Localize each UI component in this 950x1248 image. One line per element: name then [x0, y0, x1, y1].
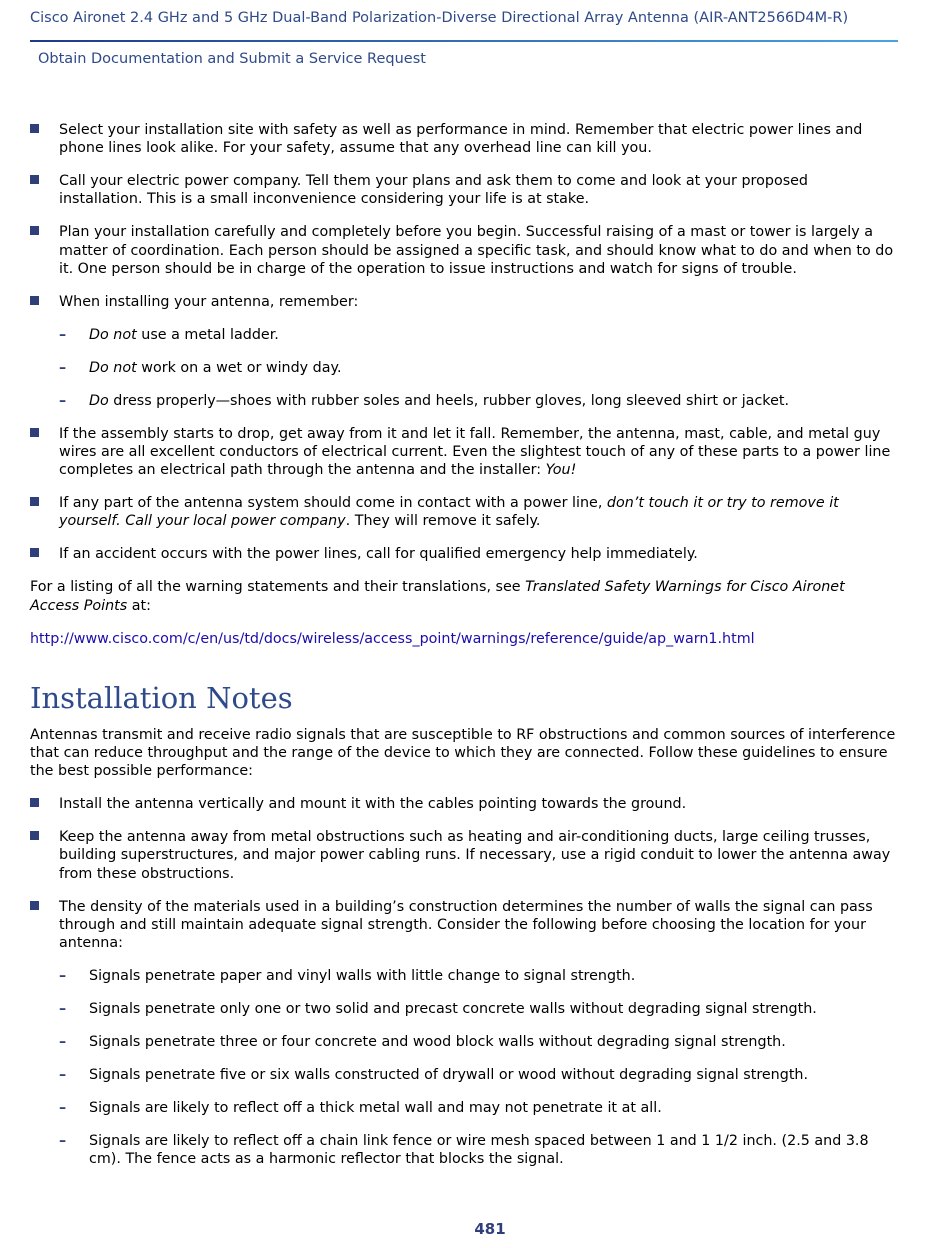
dash-bullet-icon: – — [59, 968, 67, 985]
dash-bullet-icon: – — [59, 1100, 67, 1117]
section-heading: Installation Notes — [30, 680, 293, 715]
bullet-text: . They will remove it safely. — [345, 513, 541, 530]
square-bullet-icon — [30, 124, 39, 133]
bullet-item — [30, 494, 896, 530]
dash-text: Signals penetrate five or six walls constructed of drywall or wood without degrading signal strength. — [89, 1067, 809, 1084]
dash-text: Signals penetrate three or four concrete and wood block walls without degrading signal strength. — [89, 1034, 786, 1051]
bullet-text: If an accident occurs with the power lines, call for qualified emergency help immediately. — [59, 546, 698, 563]
emphasis-text: Do — [89, 392, 109, 409]
bullet-item — [30, 898, 896, 953]
square-bullet-icon — [30, 901, 39, 910]
bullet-item — [30, 795, 896, 813]
bullet-item — [30, 121, 896, 157]
dash-bullet-icon: – — [59, 1133, 67, 1150]
intro-paragraph: Antennas transmit and receive radio signals that are susceptible to RF obstructions and common sources of interference that can reduce throughput and the range of the device to which they are connected. Follow these guidelines to ensure the best possible performance: — [30, 726, 896, 780]
bullet-text: When installing your antenna, remember: — [59, 293, 359, 310]
dash-bullet-icon: – — [59, 392, 67, 409]
dash-item — [30, 967, 896, 985]
dash-text: Signals penetrate paper and vinyl walls with little change to signal strength. — [89, 968, 636, 985]
bullet-item — [30, 293, 896, 311]
square-bullet-icon — [30, 428, 39, 437]
bullet-item — [30, 828, 896, 883]
main-content — [30, 121, 896, 1183]
square-bullet-icon — [30, 497, 39, 506]
dash-bullet-icon: – — [59, 359, 67, 376]
header-rule — [30, 40, 898, 42]
dash-bullet-icon: – — [59, 326, 67, 343]
bullet-text: The density of the materials used in a building’s construction determines the number of walls the signal can pass through and still maintain adequate signal strength. Consider the following before choosing the location for your antenna: — [59, 898, 873, 952]
emphasis-text: Do not — [89, 359, 137, 376]
page-number: 481 — [474, 1220, 506, 1238]
bullet-item — [30, 223, 896, 278]
dash-item — [30, 1066, 896, 1084]
dash-item — [30, 1000, 896, 1018]
square-bullet-icon — [30, 296, 39, 305]
bullet-item — [30, 172, 896, 208]
dash-text: use a metal ladder. — [136, 326, 279, 343]
bullet-text: If any part of the antenna system should come in contact with a power line, — [59, 495, 607, 512]
square-bullet-icon — [30, 831, 39, 840]
bullet-text: Call your electric power company. Tell them your plans and ask them to come and look at your proposed installation. This is a small inconvenience considering your life is at stake. — [59, 173, 809, 208]
warnings-url-link[interactable]: http://www.cisco.com/c/en/us/td/docs/wireless/access_point/warnings/reference/guide/ap_warn1.html — [30, 630, 755, 647]
dash-item — [30, 1099, 896, 1117]
dash-item — [30, 326, 896, 344]
running-header-title: Cisco Aironet 2.4 GHz and 5 GHz Dual-Band Polarization-Diverse Directional Array Antenna (AIR-ANT2566D4M-R) — [30, 10, 849, 26]
dash-text: dress properly—shoes with rubber soles and heels, rubber gloves, long sleeved shirt or jacket. — [108, 392, 790, 409]
dash-text: work on a wet or windy day. — [136, 359, 342, 376]
square-bullet-icon — [30, 798, 39, 807]
running-header-subtitle: Obtain Documentation and Submit a Service Request — [38, 51, 426, 67]
square-bullet-icon — [30, 548, 39, 557]
paragraph-text: For a listing of all the warning statements and their translations, see — [30, 579, 526, 596]
paragraph-text: at: — [127, 597, 151, 614]
dash-item — [30, 392, 896, 410]
warnings-listing-paragraph — [30, 578, 896, 614]
square-bullet-icon — [30, 175, 39, 184]
dash-item — [30, 1033, 896, 1051]
square-bullet-icon — [30, 226, 39, 235]
emphasis-text: You! — [545, 462, 577, 479]
bullet-item — [30, 545, 896, 563]
dash-text: Signals are likely to reflect off a thick metal wall and may not penetrate it at all. — [89, 1100, 662, 1117]
bullet-text: Select your installation site with safety as well as performance in mind. Remember that electric power lines and phone lines look alike. For your safety, assume that any overhead line can kill you. — [59, 122, 863, 157]
dash-bullet-icon: – — [59, 1034, 67, 1051]
document-title-reference: Translated Safety Warnings for Cisco Aironet Access Points — [30, 579, 845, 614]
emphasis-text: don’t touch it or try to remove it yourself. Call your local power company — [59, 495, 839, 530]
bullet-text: Keep the antenna away from metal obstructions such as heating and air-conditioning ducts, large ceiling trusses, building superstructures, and major power cabling runs. If necessary, use a rigid conduit to lower the antenna away from these obstructions. — [59, 829, 891, 882]
emphasis-text: Do not — [89, 326, 137, 343]
dash-item — [30, 359, 896, 377]
bullet-text: Install the antenna vertically and mount it with the cables pointing towards the ground. — [59, 796, 687, 813]
bullet-item — [30, 425, 896, 480]
dash-bullet-icon: – — [59, 1001, 67, 1018]
bullet-text: Plan your installation carefully and completely before you begin. Successful raising of a mast or tower is largely a matter of coordination. Each person should be assigned a specific task, and should know what to do and when to do it. One person should be in charge of the operation to issue instructions and watch for signs of trouble. — [59, 224, 894, 277]
dash-text: Signals are likely to reflect off a chain link fence or wire mesh spaced between 1 and 1 1/2 inch. (2.5 and 3.8 cm). The fence acts as a harmonic reflector that blocks the signal. — [89, 1133, 869, 1168]
dash-item — [30, 1132, 896, 1168]
dash-text: Signals penetrate only one or two solid and precast concrete walls without degrading signal strength. — [89, 1001, 817, 1018]
bullet-text: If the assembly starts to drop, get away from it and let it fall. Remember, the antenna, mast, cable, and metal guy wires are all excellent conductors of electrical current. Even the slightest touch of any of these parts to a power line completes an electrical path through the antenna and the installer: — [59, 425, 891, 479]
dash-bullet-icon: – — [59, 1067, 67, 1084]
